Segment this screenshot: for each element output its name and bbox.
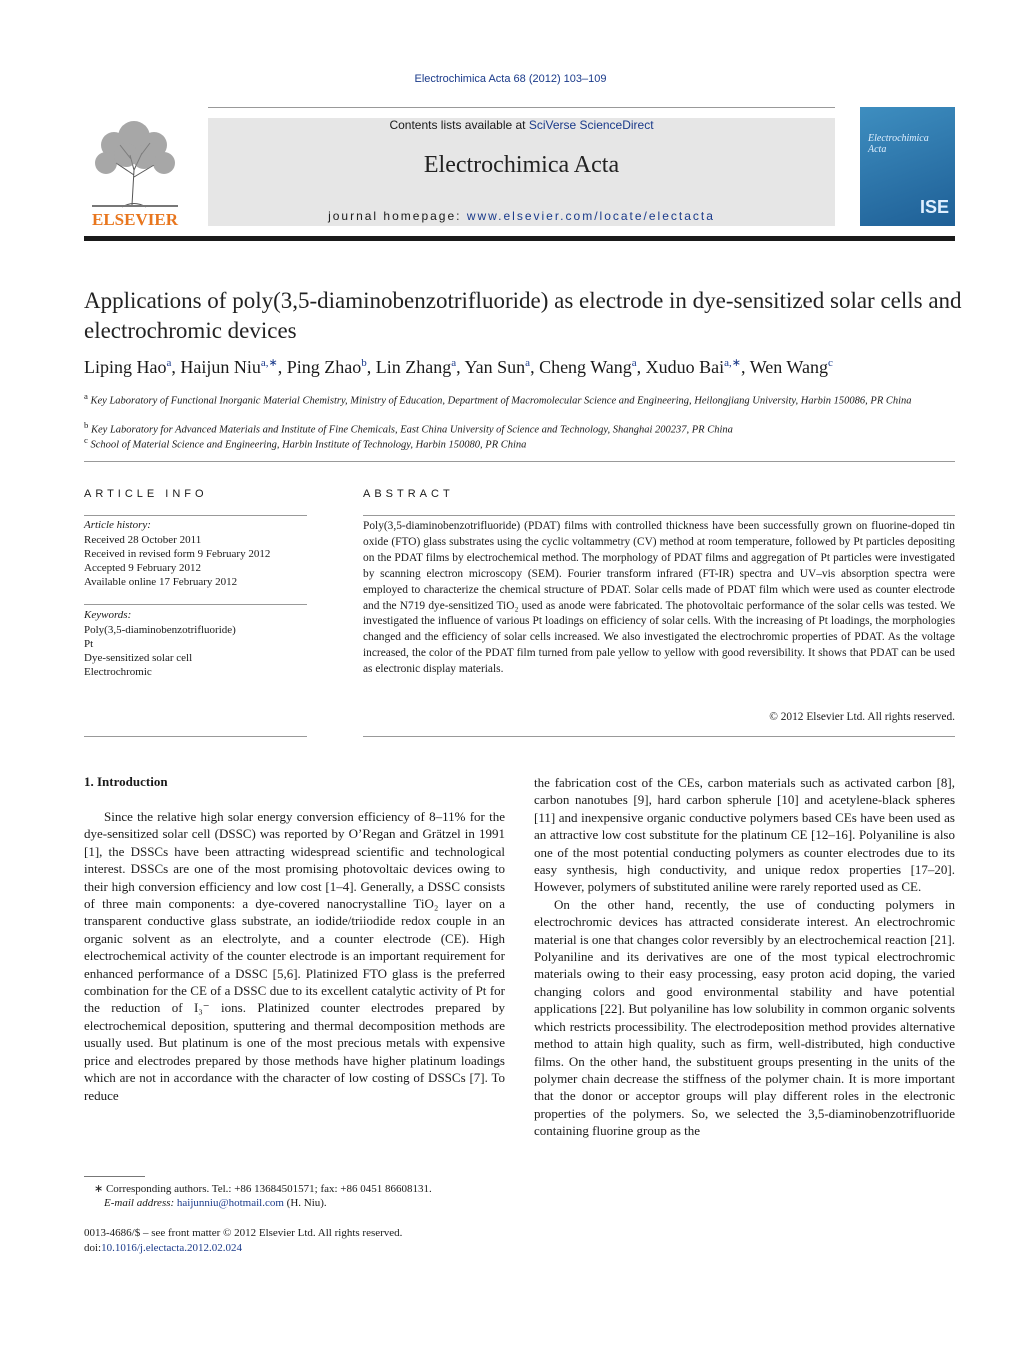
author-name[interactable]: Ping Zhao [286, 357, 362, 377]
article-info-heading: ARTICLE INFO [84, 488, 208, 500]
history-item: Received in revised form 9 February 2012 [84, 548, 271, 560]
divider [363, 515, 955, 516]
body-column-left [84, 808, 505, 1104]
author-affiliation-mark[interactable]: a,∗ [724, 357, 742, 369]
author-list: Liping Hao$^a$, Haijun Niu$^{a,∗}$, Ping Zhao$^b$, Lin Zhang$^a$, Yan Sun$^a$, Cheng Wang$^a$, Xuduo Bai$^{a,∗}$, Wen Wang$^c$ [84, 357, 833, 377]
copyright-notice: © 2012 Elsevier Ltd. All rights reserved. [769, 711, 955, 723]
body-paragraph: On the other hand, recently, the use of conducting polymers in electrochromic devices has attracted considerate interest. An electrochromic material is one that changes color reversibly by an electrochemical reaction [21]. Polyaniline and its derivatives are one of the most typical electrochromic materials owing to their easy processing, easy proton acid doping, the varied changing colors and good environmental stability and have potential applications [22]. But polyaniline has low solubility in common organic solvents which restricts processibility. The electrodeposition method provides alternative method to attain high quality, such as firm, well-distributed, high conductive films. On the other hand, the substituent groups presenting in the units of the polymer chain decrease the stiffness of the polymer chain. It is more important that the donor or acceptor groups will play different roles in the electronic properties of the polymers. So, we selected the 3,5-diaminobenzotrifluoride containing fluorine group as the [534, 896, 955, 1139]
divider [84, 461, 955, 462]
homepage-link[interactable]: www.elsevier.com/locate/electacta [466, 209, 715, 223]
author-name[interactable]: Xuduo Bai [645, 357, 725, 377]
sciencedirect-link[interactable]: SciVerse ScienceDirect [528, 118, 654, 132]
journal-homepage: journal homepage: www.elsevier.com/locate/electacta [328, 209, 715, 223]
header-rule [208, 107, 835, 108]
author-affiliation-mark[interactable]: a [451, 357, 457, 369]
keyword: Electrochromic [84, 666, 152, 678]
abstract-text: Poly(3,5-diaminobenzotrifluoride) (PDAT) films with controlled thickness have been successfully grown on fluorine-doped tin oxide (FTO) glass substrates using the cyclic voltammetry (CV) method at room temperature, followed by Pt particles depositing on the PDAT films by electrochemical method. The morphology of PDAT films and aggregation of Pt particles were investigated by scanning electron microscopy (SEM). Fourier transform infrared (FT-IR) spectra and UV–vis absorption spectra were employed to characterize the chemical structure of PDAT. Solar cells made of PDAT film which were used as counter electrode and the N719 dye-sensitized TiO₂ used as anode were fabricated. The photovoltaic performance of the solar cells was tested. We investigated the influence of various Pt loadings on efficiency of solar cells. With the increasing of Pt loadings, the morphologies changed and the efficiency of solar cells increased. We also investigated the electrochromic properties of PDAT. As the voltage increased, the color of the PDAT film turned from pale yellow to yellow with good reversibility. It shows that PDAT can be used as electronic display materials. [363, 520, 955, 676]
front-matter-note: 0013-4686/$ – see front matter © 2012 Elsevier Ltd. All rights reserved. [84, 1227, 403, 1239]
abstract-heading: ABSTRACT [363, 488, 454, 500]
author-name[interactable]: Liping Hao [84, 357, 167, 377]
body-column-right [534, 774, 955, 1140]
keyword: Dye-sensitized solar cell [84, 652, 193, 664]
divider [84, 736, 307, 737]
author-name[interactable]: Cheng Wang [539, 357, 632, 377]
email-note: E-mail address: haijunniu@hotmail.com (H. Niu). [104, 1197, 327, 1209]
elsevier-wordmark: ELSEVIER [92, 210, 178, 228]
article-history [84, 533, 270, 589]
doi-line: doi:10.1016/j.electacta.2012.02.024 [84, 1242, 242, 1254]
journal-title: Electrochimica Acta [423, 152, 620, 178]
author-affiliation-mark[interactable]: a,∗ [260, 357, 278, 369]
author-affiliation-mark[interactable]: a [525, 357, 531, 369]
history-item: Accepted 9 February 2012 [84, 562, 201, 574]
corresponding-author-note: ∗ Corresponding authors. Tel.: +86 13684501571; fax: +86 0451 86608131. [94, 1183, 432, 1195]
header-thick-rule [84, 236, 955, 241]
author-affiliation-mark[interactable]: a [631, 357, 637, 369]
author-name[interactable]: Wen Wang [749, 357, 828, 377]
section-heading-introduction: 1. Introduction [84, 774, 168, 789]
cover-badge: ISE [920, 197, 950, 217]
article-title: Applications of poly(3,5-diaminobenzotrifluoride) as electrode in dye-sensitized solar cells and electrochromic devices [84, 288, 962, 343]
author-affiliation-mark[interactable]: b [361, 357, 367, 369]
body-paragraph: Since the relative high solar energy conversion efficiency of 8–11% for the dye-sensitized solar cell (DSSC) was reported by O’Regan and Grätzel in 1991 [1], the DSSCs have been attracting widespread scientific and technological interest. DSSCs are one of the most promising photovoltaic devices owing to their high conversion efficiency and low cost [1–4]. Generally, a DSSC consists of three main components: a dye-covered nanocrystalline TiO₂ layer on a transparent conductive glass substrate, an iodide/triiodide redox couple in an organic solvent as an electrolyte, and a counter electrode (CE). High electrochemical activity of the counter electrode is an important requirement for enhanced performance of a DSSC [5,6]. Platinized FTO glass is the preferred combination for the CE of a DSSC due to its excellent catalytic activity of Pt for the reduction of I₃⁻ ions. Platinized counter electrodes prepared by electrochemical deposition, sputtering and thermal decomposition methods are usually used. But platinum is one of the most precious metals with expensive price and electrodes prepared by those methods have higher platinum loadings which are not in accordance with the character of low costing of DSSCs [7]. To reduce [84, 809, 505, 1103]
history-item: Available online 17 February 2012 [84, 576, 238, 588]
history-label: Article history: [84, 519, 151, 531]
elsevier-logo [84, 115, 186, 228]
email-link[interactable]: haijunniu@hotmail.com [176, 1197, 284, 1209]
keyword: Pt [84, 638, 94, 650]
doi-link[interactable]: 10.1016/j.electacta.2012.02.024 [101, 1242, 242, 1254]
author-affiliation-mark[interactable]: c [827, 357, 833, 369]
author-name[interactable]: Haijun Niu [180, 357, 261, 377]
cover-title: Electrochimica Acta [868, 133, 929, 155]
body-paragraph: the fabrication cost of the CEs, carbon materials such as activated carbon [8], carbon nanotubes [9], hard carbon spherule [10] and acetylene-black spheres [11] and inexpensive organic conductive polymers based CEs have been used as an attractive low cost substitute for the platinum CE [12–16]. Polyaniline is also one of the most potential conducting polymers as counter electrodes due to its easy synthesis, high conductivity, and unique redox properties [17–20]. However, polymers of substituted aniline were rarely reported used as CE. [534, 775, 955, 895]
divider [363, 736, 955, 737]
keyword-list [84, 623, 236, 679]
affiliation-b: $^b$ Key Laboratory for Advanced Materials and Institute of Fine Chemicals, East China University of Science and Technology, Shanghai 200237, PR China [84, 420, 733, 436]
keyword: Poly(3,5-diaminobenzotrifluoride) [84, 624, 236, 636]
author-affiliation-mark[interactable]: a [166, 357, 172, 369]
footnote-rule [84, 1176, 145, 1177]
history-item: Received 28 October 2011 [84, 534, 202, 546]
divider [84, 515, 307, 516]
affiliation-c: $^c$ School of Material Science and Engineering, Harbin Institute of Technology, Harbin 150080, PR China [84, 435, 527, 451]
divider [84, 604, 307, 605]
author-name[interactable]: Yan Sun [464, 357, 526, 377]
keywords-label: Keywords: [84, 609, 132, 621]
contents-line: Contents lists available at SciVerse ScienceDirect [389, 118, 654, 132]
affiliation-a: $^a$ Key Laboratory of Functional Inorganic Material Chemistry, Ministry of Education, Department of Macromolecular Science and Engineering, Heilongjiang University, Harbin 150086, PR China [84, 391, 912, 407]
journal-reference[interactable]: Electrochimica Acta 68 (2012) 103–109 [414, 73, 607, 85]
author-name[interactable]: Lin Zhang [375, 357, 452, 377]
